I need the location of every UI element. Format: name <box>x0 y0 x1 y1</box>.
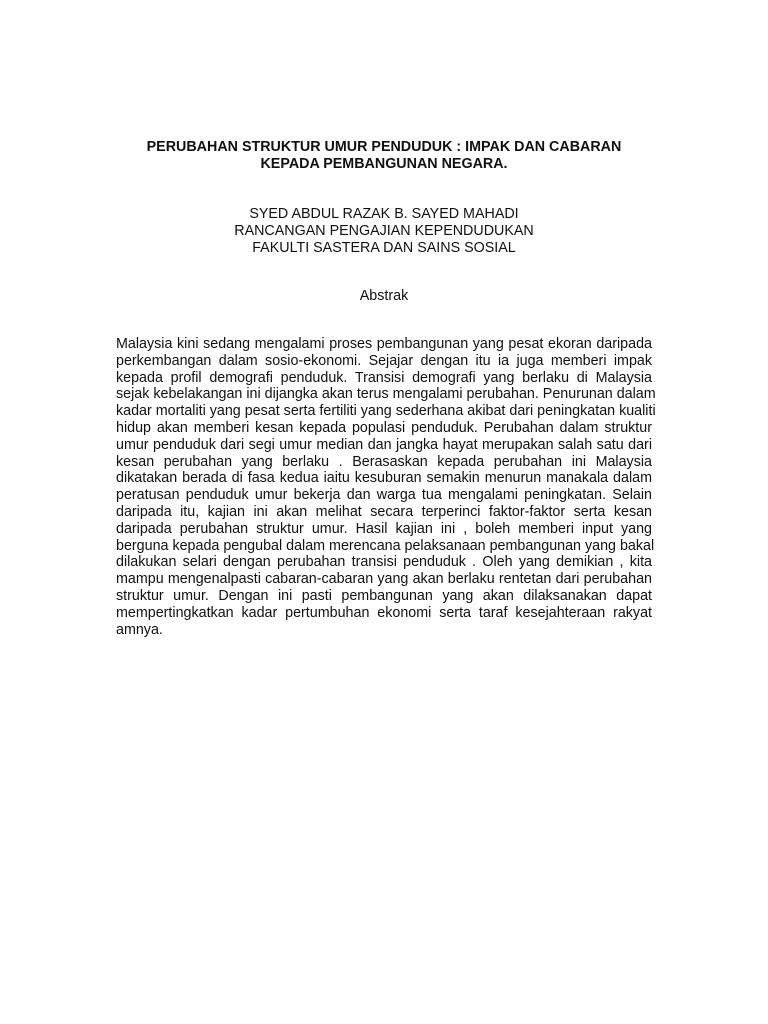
abstract-line: kesan perubahan yang berlaku . Berasaskan kepada perubahan ini Malaysia <box>116 453 652 470</box>
abstract-line: struktur umur. Dengan ini pasti pembangunan yang akan dilaksanakan dapat <box>116 587 652 604</box>
abstract-body <box>116 336 656 638</box>
abstract-line: peratusan penduduk umur bekerja dan warga tua mengalami peningkatan. Selain <box>116 487 652 504</box>
abstract-line: hidup akan memberi kesan kepada populasi penduduk. Perubahan dalam struktur <box>116 419 652 436</box>
author-block <box>100 206 668 257</box>
author-department: RANCANGAN PENGAJIAN KEPENDUDUKAN <box>234 223 534 239</box>
abstract-line: berguna kepada pengubal dalam merencana pelaksanaan pembangunan yang bakal <box>116 537 655 554</box>
author-name: SYED ABDUL RAZAK B. SAYED MAHADI <box>249 206 519 222</box>
abstract-line: kadar mortaliti yang pesat serta fertiliti yang sederhana akibat dari peningkatan kualiti <box>116 403 656 420</box>
abstract-line: sejak kebelakangan ini dijangka akan terus mengalami perubahan. Penurunan dalam <box>116 386 656 403</box>
abstract-line: perkembangan dalam sosio-ekonomi. Sejajar dengan itu ia juga memberi impak <box>116 352 652 369</box>
abstract-line: daripada perubahan struktur umur. Hasil kajian ini , boleh memberi input yang <box>116 520 652 537</box>
abstract-line: dilakukan selari dengan perubahan transisi penduduk . Oleh yang demikian , kita <box>116 554 652 571</box>
abstract-heading: Abstrak <box>359 288 409 304</box>
abstract-line: Malaysia kini sedang mengalami proses pembangunan yang pesat ekoran daripada <box>116 336 652 352</box>
abstract-line: mempertingkatkan kadar pertumbuhan ekonomi serta taraf kesejahteraan rakyat <box>116 604 652 621</box>
title-line-1: PERUBAHAN STRUKTUR UMUR PENDUDUK : IMPAK DAN CABARAN <box>146 139 622 155</box>
author-faculty: FAKULTI SASTERA DAN SAINS SOSIAL <box>252 240 516 256</box>
abstract-line: dikatakan berada di fasa kedua iaitu kesuburan semakin menurun manakala dalam <box>116 470 652 487</box>
abstract-line: amnya. <box>116 621 163 638</box>
title-line-2: KEPADA PEMBANGUNAN NEGARA. <box>260 156 508 172</box>
abstract-line: kepada profil demografi penduduk. Transisi demografi yang berlaku di Malaysia <box>116 369 652 386</box>
abstract-line: umur penduduk dari segi umur median dan jangka hayat merupakan salah satu dari <box>116 436 652 453</box>
document-title <box>100 139 668 173</box>
abstract-line: daripada itu, kajian ini akan melihat secara terperinci faktor-faktor serta kesan <box>116 503 652 520</box>
abstract-line: mampu mengenalpasti cabaran-cabaran yang akan berlaku rentetan dari perubahan <box>116 571 652 588</box>
